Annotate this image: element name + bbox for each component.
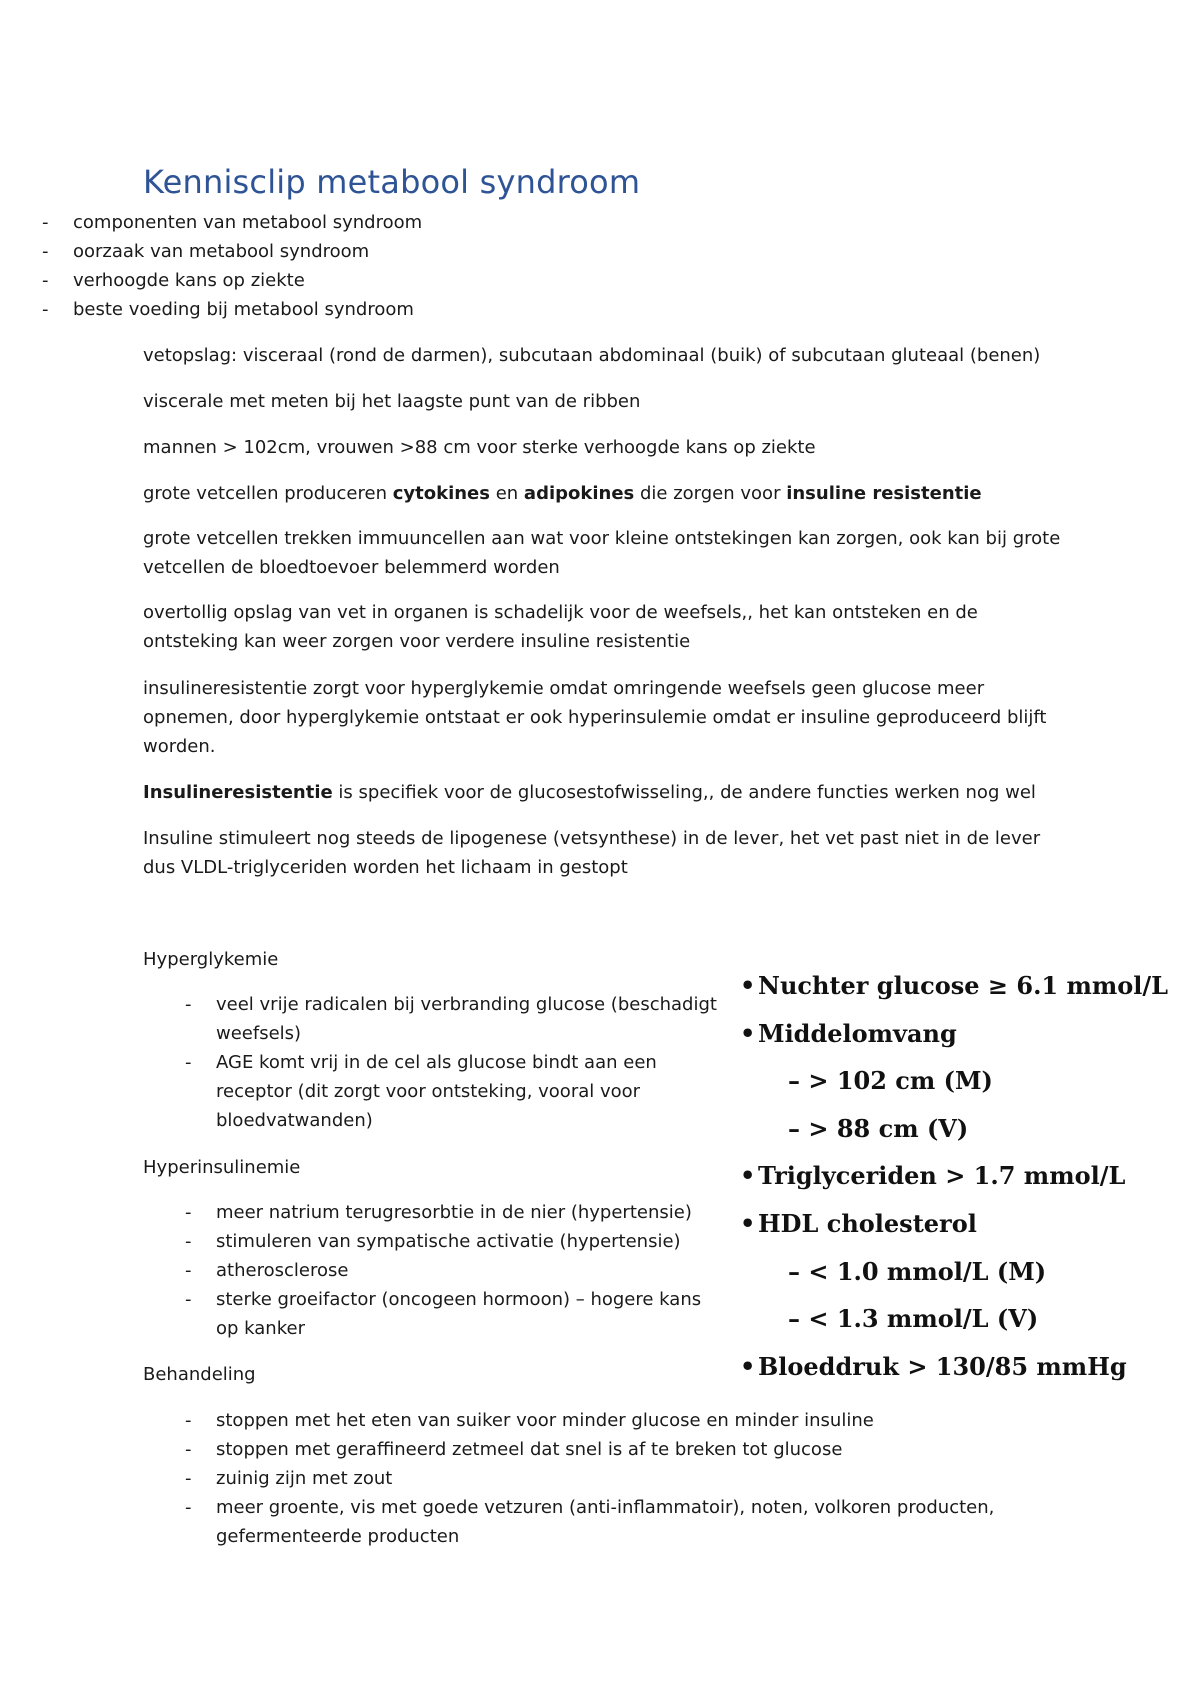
criterion-hdl-women: – < 1.3 mmol/L (V) [788,1304,1039,1334]
paragraph-fat-cells-cytokines: grote vetcellen produceren cytokines en adipokines die zorgen voor insuline resistentie [143,483,982,504]
list-item: - meer natrium terugresorbtie in de nier (hypertensie) [185,1202,692,1223]
paragraph-insulin-resistance: insulineresistentie zorgt voor hyperglykemie omdat omringende weefsels geen glucose meer opnemen, door hyperglykemie ontstaat er ook hyperinsulemie omdat er insuline geproduceerd blijft worden. [143,678,1047,757]
list-item: - AGE komt vrij in de cel als glucose bindt aan een receptor (dit zorgt voor ontsteking, vooral voor bloedvatwanden) [185,1052,657,1131]
criterion-fasting-glucose: • Nuchter glucose ≥ 6.1 mmol/L [740,971,1169,1000]
list-item: - veel vrije radicalen bij verbranding glucose (beschadigt weefsels) [185,994,717,1044]
list-item: - oorzaak van metabool syndroom [42,241,370,262]
paragraph-organ-fat: overtollig opslag van vet in organen is schadelijk voor de weefsels,, het kan ontsteken en de ontsteking kan weer zorgen voor verdere insuline resistentie [143,602,978,652]
list-item: - stoppen met het eten van suiker voor minder glucose en minder insuline [185,1410,874,1431]
criterion-hdl: • HDL cholesterol [740,1208,977,1238]
list-item: - verhoogde kans op ziekte [42,270,305,291]
list-item: - stimuleren van sympatische activatie (hypertensie) [185,1231,681,1252]
heading-hyperglykemie: Hyperglykemie [143,949,279,970]
list-item: - beste voeding bij metabool syndroom [42,299,414,320]
paragraph-lipogenesis: Insuline stimuleert nog steeds de lipogenese (vetsynthese) in de lever, het vet past niet in de lever dus VLDL-triglyceriden worden het lichaam in gestopt [143,828,1041,878]
heading-behandeling: Behandeling [143,1364,256,1385]
criterion-blood-pressure: • Bloeddruk > 130/85 mmHg [740,1351,1127,1381]
diagnostic-criteria-image [740,962,1169,1390]
criterion-waist: • Middelomvang [740,1018,957,1048]
criterion-waist-women: – > 88 cm (V) [788,1113,969,1143]
criterion-waist-men: – > 102 cm (M) [788,1066,993,1096]
paragraph-visceral-measure: viscerale met meten bij het laagste punt van de ribben [143,391,641,412]
list-item: - componenten van metabool syndroom [42,212,423,233]
paragraph-glucose-metabolism: Insulineresistentie is specifiek voor de glucosestofwisseling,, de andere functies werken nog wel [143,782,1036,803]
hyperinsulinemie-list [143,1198,723,1343]
criterion-triglycerides: • Triglyceriden > 1.7 mmol/L [740,1161,1126,1191]
intro-list [0,208,900,324]
list-item: - atherosclerose [185,1260,349,1281]
list-item: - zuinig zijn met zout [185,1468,393,1489]
hyperglykemie-list [143,990,723,1135]
paragraph-immune-cells: grote vetcellen trekken immuuncellen aan wat voor kleine ontstekingen kan zorgen, ook kan bij grote vetcellen de bloedtoevoer belemmerd worden [143,528,1061,578]
criterion-hdl-men: – < 1.0 mmol/L (M) [788,1256,1047,1286]
list-item: - stoppen met geraffineerd zetmeel dat snel is af te breken tot glucose [185,1439,843,1460]
paragraph-fat-storage: vetopslag: visceraal (rond de darmen), subcutaan abdominaal (buik) of subcutaan gluteaal (benen) [143,345,1041,366]
page-title: Kennisclip metabool syndroom [143,163,641,201]
heading-hyperinsulinemie: Hyperinsulinemie [143,1157,301,1178]
behandeling-list [143,1406,1043,1551]
list-item: - meer groente, vis met goede vetzuren (anti-inflammatoir), noten, volkoren producten, gefermenteerde producten [185,1497,995,1547]
paragraph-waist-values: mannen > 102cm, vrouwen >88 cm voor sterke verhoogde kans op ziekte [143,437,816,458]
list-item: - sterke groeifactor (oncogeen hormoon) – hogere kans op kanker [185,1289,702,1339]
